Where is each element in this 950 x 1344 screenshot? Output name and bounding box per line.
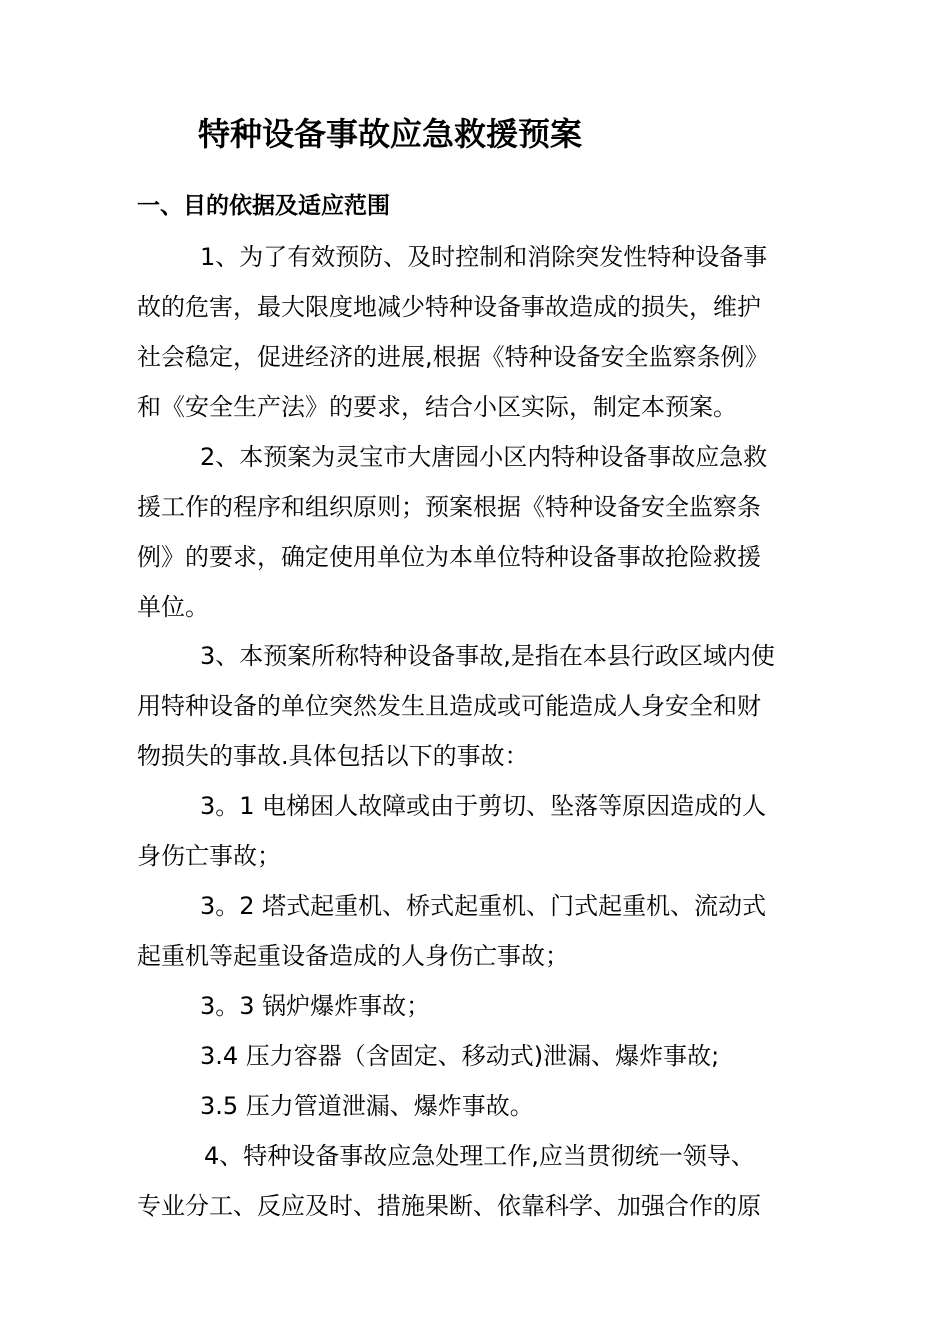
list-item-line: 3。2 塔式起重机、桥式起重机、门式起重机、流动式 <box>200 892 767 920</box>
list-item-line: 3.5 压力管道泄漏、爆炸事故。 <box>200 1092 534 1120</box>
paragraph-line: 专业分工、反应及时、措施果断、依靠科学、加强合作的原 <box>137 1192 761 1220</box>
list-item-line: 3.4 压力容器（含固定、移动式)泄漏、爆炸事故; <box>200 1042 720 1070</box>
paragraph-line: 3、本预案所称特种设备事故,是指在本县行政区域内使 <box>200 642 775 670</box>
paragraph-line: 例》的要求，确定使用单位为本单位特种设备事故抢险救援 <box>137 543 761 571</box>
paragraph-line: 物损失的事故.具体包括以下的事故： <box>137 742 529 770</box>
document-title: 特种设备事故应急救援预案 <box>198 115 583 153</box>
paragraph-line: 单位。 <box>137 593 209 621</box>
section-heading: 一、目的依据及适应范围 <box>137 193 390 219</box>
paragraph-line: 故的危害，最大限度地减少特种设备事故造成的损失，维护 <box>137 293 761 321</box>
paragraph-line: 和《安全生产法》的要求，结合小区实际，制定本预案。 <box>137 393 737 421</box>
list-item-line: 身伤亡事故； <box>137 842 281 870</box>
paragraph-line: 1、为了有效预防、及时控制和消除突发性特种设备事 <box>200 243 768 271</box>
paragraph-line: 援工作的程序和组织原则；预案根据《特种设备安全监察条 <box>137 493 761 521</box>
list-item-line: 3。1 电梯困人故障或由于剪切、坠落等原因造成的人 <box>200 792 767 820</box>
list-item-line: 起重机等起重设备造成的人身伤亡事故； <box>137 942 569 970</box>
paragraph-line: 用特种设备的单位突然发生且造成或可能造成人身安全和财 <box>137 692 761 720</box>
paragraph-line: 社会稳定，促进经济的进展,根据《特种设备安全监察条例》 <box>137 343 769 371</box>
list-item-line: 3。3 锅炉爆炸事故； <box>200 992 431 1020</box>
paragraph-line: 4、特种设备事故应急处理工作,应当贯彻统一领导、 <box>204 1142 755 1170</box>
paragraph-line: 2、本预案为灵宝市大唐园小区内特种设备事故应急救 <box>200 443 768 471</box>
